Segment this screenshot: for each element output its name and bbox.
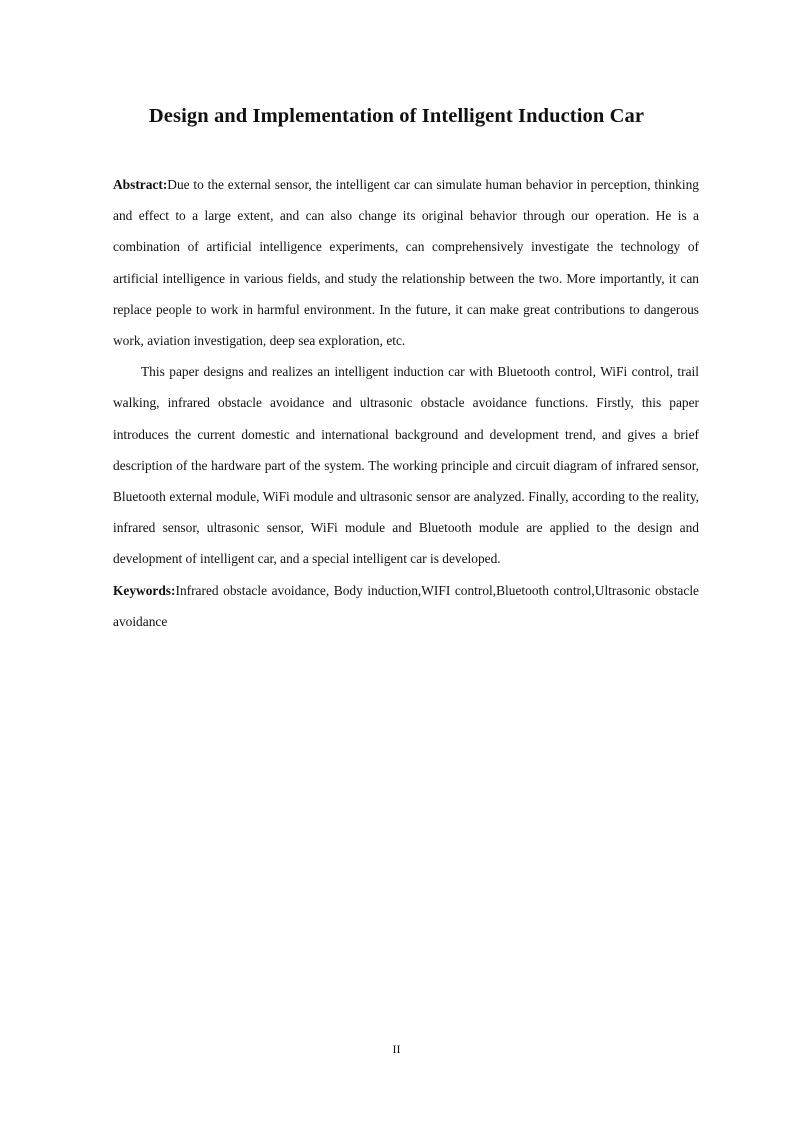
abstract-section [113, 169, 699, 637]
page-title: Design and Implementation of Intelligent Induction Car [148, 105, 645, 127]
keywords-paragraph [113, 575, 699, 637]
abstract-paragraph-1 [113, 169, 699, 356]
abstract-text-1: Due to the external sensor, the intelligent car can simulate human behavior in perception, thinking and effect to a large extent, and can also change its original behavior through our operation. He is a combination of artificial intelligence experiments, can comprehensively investigate the technology of artificial intelligence in various fields, and study the relationship between the two. More importantly, it can replace people to work in harmful environment. In the future, it can make great contributions to dangerous work, aviation investigation, deep sea exploration, etc. [113, 177, 699, 349]
keywords-text: Infrared obstacle avoidance, Body induction,WIFI control,Bluetooth control,Ultrasonic obstacle avoidance [113, 582, 699, 629]
keywords-label: Keywords: [113, 582, 176, 598]
page-number: II [392, 1042, 401, 1056]
abstract-paragraph-2: This paper designs and realizes an intelligent induction car with Bluetooth control, WiFi control, trail walking, infrared obstacle avoidance and ultrasonic obstacle avoidance functions. Firstly, this paper introduces the current domestic and international background and development trend, and gives a brief description of the hardware part of the system. The working principle and circuit diagram of infrared sensor, Bluetooth external module, WiFi module and ultrasonic sensor are analyzed. Finally, according to the reality, infrared sensor, ultrasonic sensor, WiFi module and Bluetooth module are applied to the design and development of intelligent car, and a special intelligent car is developed. [113, 364, 699, 567]
abstract-label: Abstract: [113, 177, 168, 192]
